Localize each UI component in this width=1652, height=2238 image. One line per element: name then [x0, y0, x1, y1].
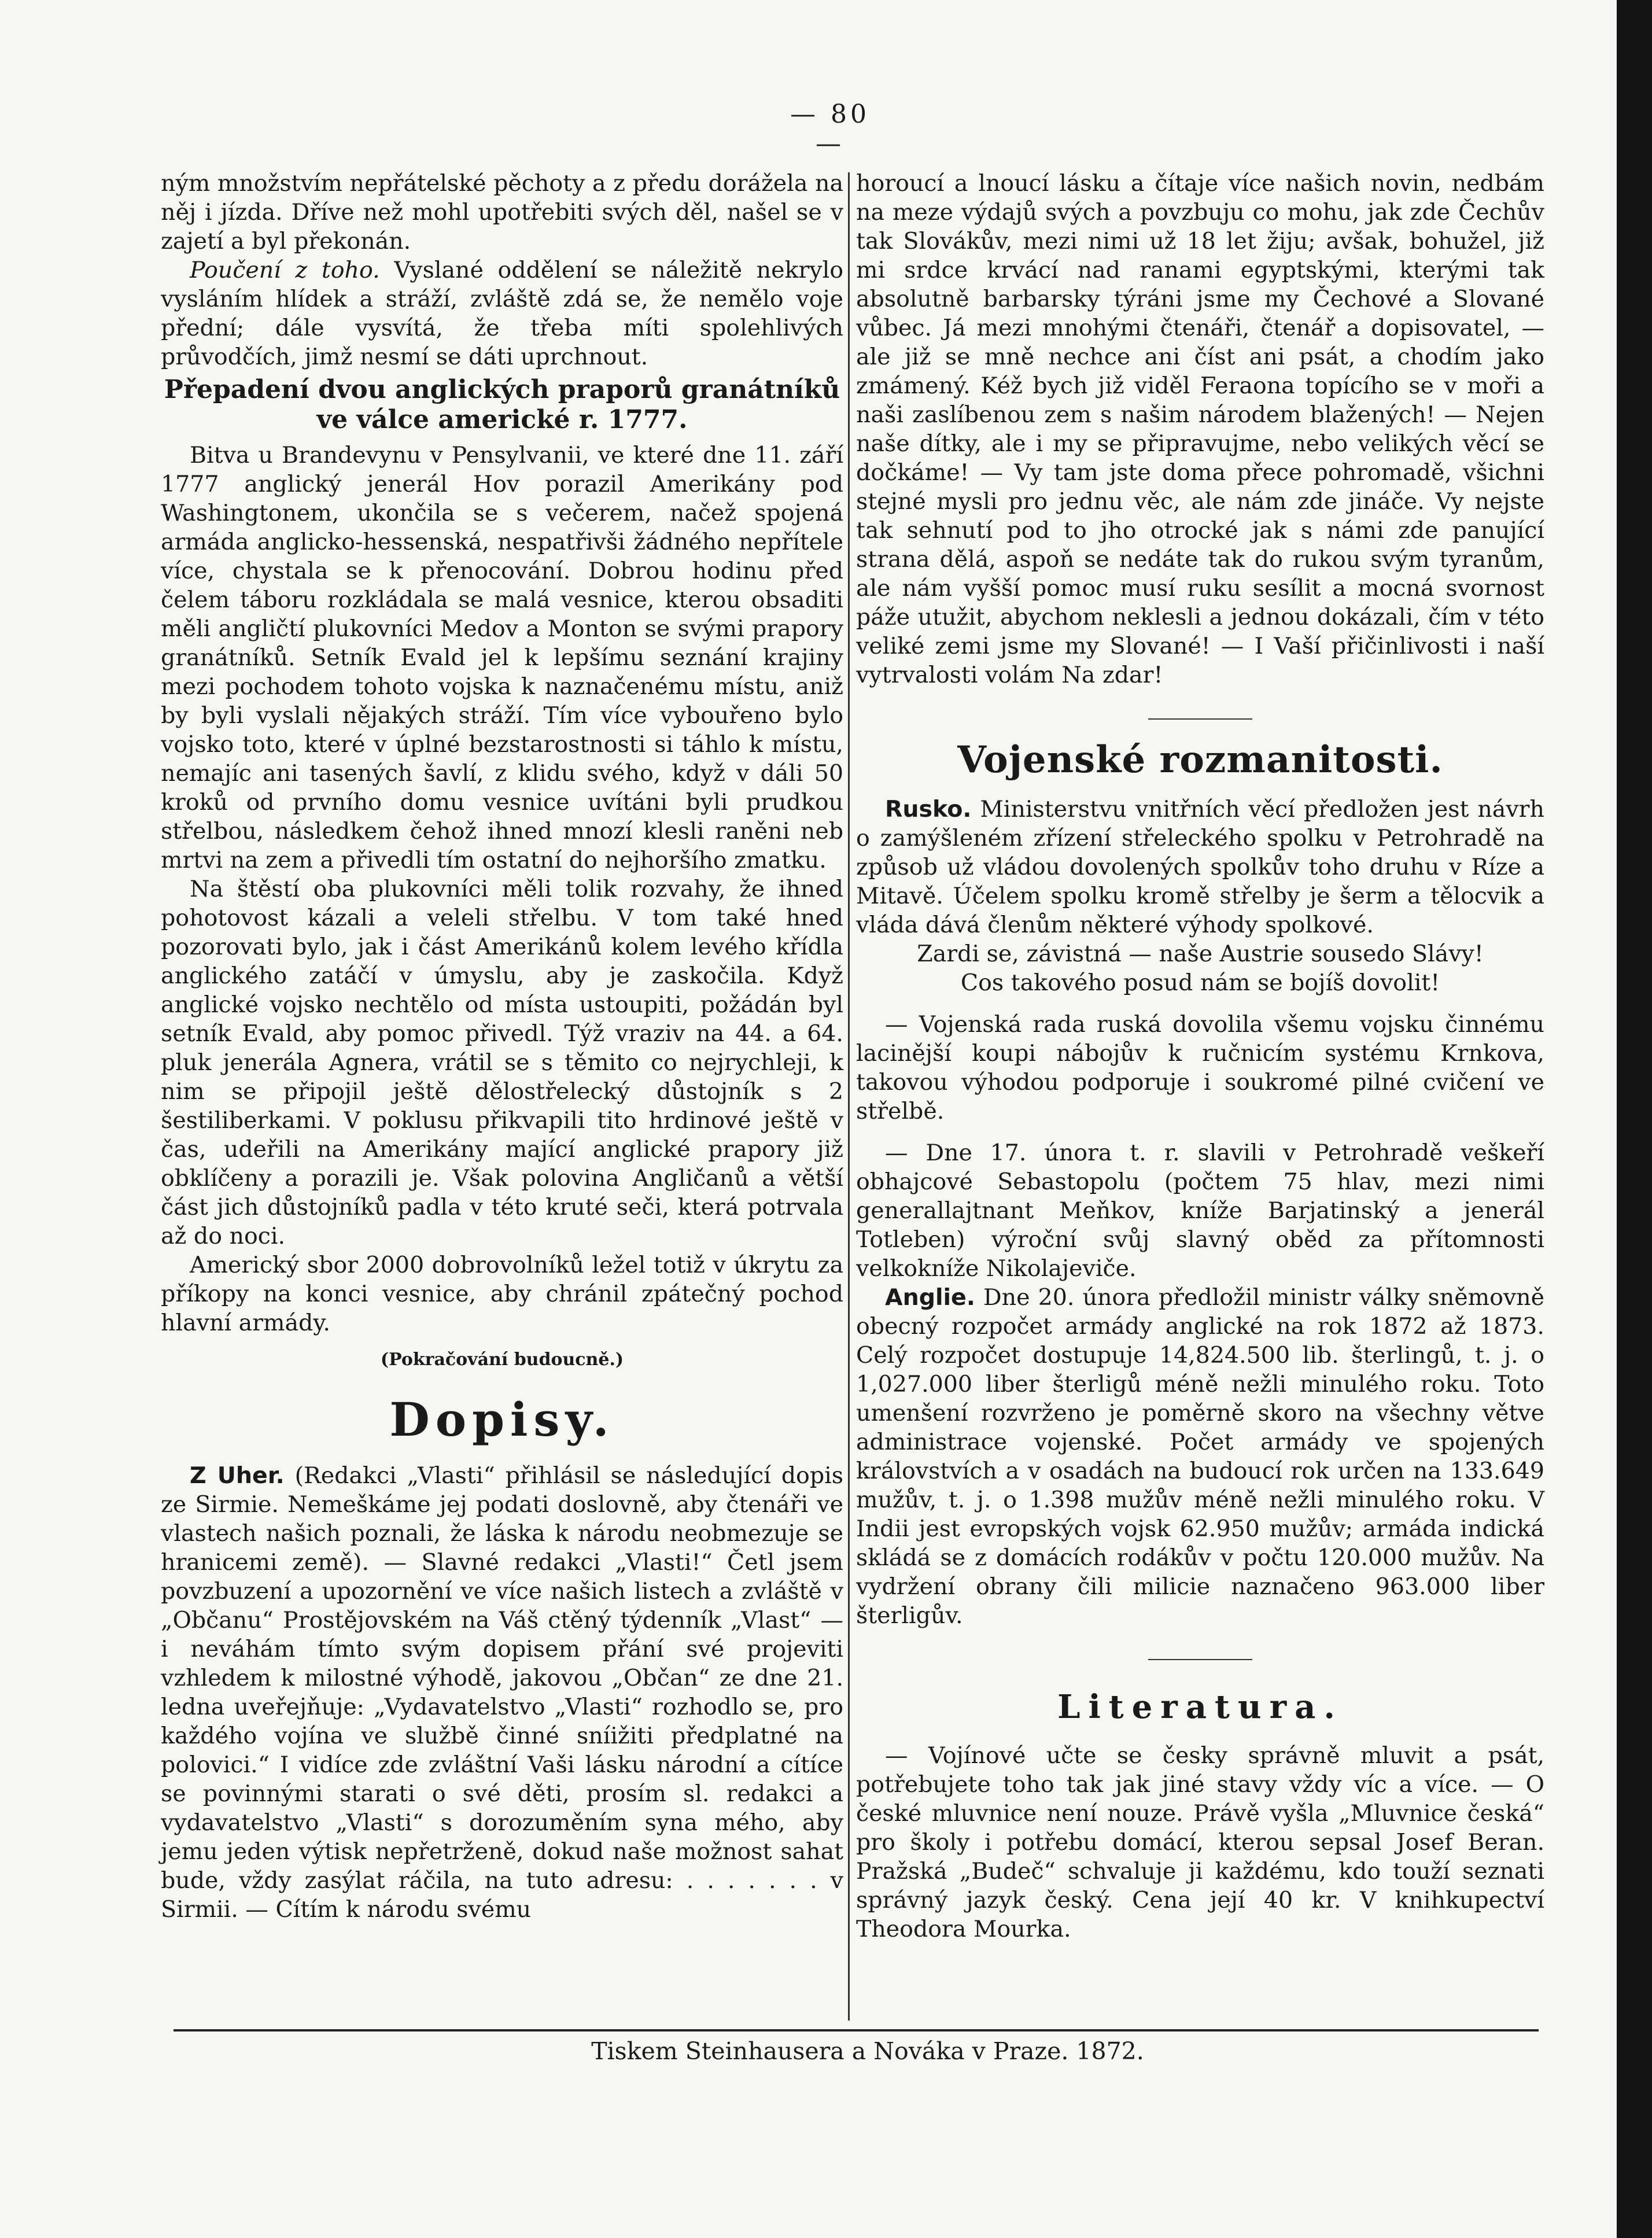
paragraph-lead: Rusko. [885, 796, 972, 823]
paragraph: — Vojínové učte se česky správně mluvit a psát, potřebujete toho tak jak jiné stavy vždy víc a více. — O české mluvnice není nouze. Právě vyšla „Mluvnice česká“ pro školy i potřebu domácí, kterou sepsal Josef Beran. Pražská „Budeč“ schvaluje ji každému, kdo touží seznati správný jazyk český. Cena její 40 kr. V knihkupectví Theodora Mourka. [856, 1742, 1544, 1942]
scan-edge [1617, 0, 1652, 2238]
section-heading-dopisy: Dopisy. [389, 1392, 615, 1447]
paragraph: Americký sbor 2000 dobrovolníků ležel totiž v úkrytu za příkopy na konci vesnice, aby chránil zpátečný pochod hlavní armády. [161, 1252, 843, 1336]
paragraph [161, 256, 843, 371]
left-column [161, 169, 843, 1924]
separator [1148, 1659, 1252, 1660]
paragraph-text: Ministerstvu vnitřních věcí předložen jest návrh o zamýšleném zřízení střeleckého spolku v Petrohradě na způsob už vládou dovolených spolkův toho druhu v Ríze a Mitavě. Účelem spolku kromě střelby je šerm a tělocvik a vláda dává členům některé výhody spolkové. [856, 796, 1544, 938]
paragraph-text: (Redakci „Vlasti“ přihlásil se následující dopis ze Sirmie. Nemeškáme jej podati doslovně, aby čtenáři ve vlastech našich poznali, že láska k národu neobmezuje se hranicemi země). — Slavné redakci „Vlasti!“ Četl jsem povzbuzení a upozornění ve více našich listech a zvláště v „Občanu“ Prostějovském na Váš ctěný týdenník „Vlast“ — i neváhám tímto svým dopisem přání své projeviti vzhledem k milostné výhodě, jakovou „Občan“ ze dne 21. ledna uveřejňuje: „Vydavatelstvo „Vlasti“ rozhodlo se, pro každého vojína ve službě činné sníižiti předplatné na polovici.“ I vidíce zde zvláštní Vaši lásku národní a cítíce se povinnými starati o své děti, prosím sl. redakci a vydavatelstvo „Vlasti“ s dorozuměním syna mého, aby jemu jeden výtisk nepřetrženě, dokud naše možnost sahat bude, vždy zasýlat ráčila, na tuto adresu: . . . . . . . v Sirmii. — Cítím k národu svému [161, 1462, 844, 1923]
paragraph: Bitva u Brandevynu v Pensylvanii, ve které dne 11. září 1777 anglický jenerál Hov porazil Amerikány pod Washingtonem, ukončila se s večerem, načež spojená armáda anglicko-hessenská, nespatřivši žádného nepřítele více, chystala se k přenocování. Dobrou hodinu před čelem táboru rozkládala se malá vesnice, kterou obsaditi měli angličtí plukovníci Medov a Monton se svými prapory granátníků. Setník Evald jel k lepšímu seznání krajiny mezi pochodem tohoto vojska k naznačenému místu, aniž by byli vyslali nějakých stráží. Tím více vybouřeno bylo vojsko toto, které v úplné bezstarostnosti si táhlo k místu, nemajíc ani tasených šavlí, z klidu svého, když v dáli 50 kroků od prvního domu vesnice uvítáni byli prudkou střelbou, následkem čehož ihned mnozí klesli raněni neb mrtvi na zem a přivedli tím ostatní do nejhoršího zmatku. [161, 442, 843, 873]
paragraph: Zardi se, závistná — naše Austrie sousedo Slávy! [917, 941, 1484, 967]
paragraph: Na štěstí oba plukovníci měli tolik rozvahy, že ihned pohotovost kázali a veleli střelbu. V tom také hned pozorovati bylo, jak i část Amerikánů kolem levého křídla anglického zatáčí v úmyslu, aby je zaskočila. Když anglické vojsko nechtělo od místa ustoupiti, požádán byl setník Evald, aby pomoc přivedl. Týž vraziv na 44. a 64. pluk jenerála Agnera, vrátil se s těmito co nejrychleji, k nim se připojil ještě dělostřelecký důstojník s 2 šestiliberkami. V poklusu přikvapili tito hrdinové ještě v čas, udeřili na Amerikány mající anglické prapory již obklíčeny a porazili je. Však polovina Angličanů a větší část jich důstojníků padla v této kruté seči, která potrvala až do noci. [161, 876, 843, 1249]
paragraph-lead: Z Uher. [190, 1462, 285, 1489]
paragraph: — Vojenská rada ruská dovolila všemu vojsku činnému lacinější koupi nábojův k ručnicím systému Krnkova, takovou výhodou podporuje i soukromé pilné cvičení ve střelbě. [856, 1011, 1544, 1124]
right-column [856, 169, 1544, 1944]
page-number: — 80 — [790, 99, 870, 158]
printer-footer: Tiskem Steinhausera a Nováka v Praze. 1872. [591, 2037, 1144, 2065]
paragraph: horoucí a lnoucí lásku a čítaje více našich novin, nedbám na meze výdajů svých a povzbuju co mohu, jak zde Čechův tak Slovákův, mezi nimi už 18 let žiju; avšak, bohužel, již mi srdce krvácí nad ranami egyptskými, kterými tak absolutně barbarsky týráni jsme my Čechové a Slované vůbec. Já mezi mnohými čtenáři, čtenář a dopisovatel, — ale již se mně nechce ani číst ani psát, a chodím jako zmámený. Kéž bych již viděl Feraona topícího se v moři a naši zaslíbenou zem s našim národem blažených! — Nejen naše dítky, ale i my se připravujme, nebo velikých věcí se dočkáme! — Vy tam jste doma přece pohromadě, všichni stejné mysli pro jednu věc, ale nám zde jináče. Vy nejste tak sehnutí pod to jho otrocké jak s námi zde panující strana dělá, aspoň se nedáte tak do rukou svým tyranům, ale nám vyšší pomoc musí ruku sesílit a mocná svornost páže utužit, abychom neklesli a jednou dokázali, čím v této veliké zemi jsme my Slované! — I Vaší přičinlivosti i naší vytrvalosti volám Na zdar! [856, 170, 1544, 688]
section-heading-vojenske: Vojenské rozmanitosti. [957, 738, 1443, 781]
paragraph: ným množstvím nepřátelské pěchoty a z předu dorážela na něj i jízda. Dříve než mohl upotřebiti svých děl, našel se v zajetí a byl překonán. [161, 170, 843, 255]
column-divider [848, 172, 850, 2021]
paragraph-text: Dne 20. února předložil ministr války sněmovně obecný rozpočet armády anglické na rok 1872 až 1873. Celý rozpočet dostupuje 14,824.500 lib. šterlingů, t. j. o 1,027.000 liber šterligů méně nežli minulého roku. Toto umenšení rozvrženo je poměrně skoro na všechny větve administrace vojenské. Počet armády ve spojených královstvích a v osadách na budoucí rok určen na 133.649 mužův, t. j. o 1.398 mužův méně nežli minulého roku. V Indii jest evropských vojsk 62.950 mužův; armáda indická skládá se z domácích rodákův v počtu 120.000 mužův. Na vydržení obrany čili milicie naznačeno 963.000 liber šterligův. [856, 1284, 1544, 1629]
paragraph-lead: Anglie. [885, 1284, 975, 1311]
separator [1148, 718, 1252, 720]
paragraph [161, 1461, 843, 1924]
paragraph [856, 795, 1544, 939]
paragraph [856, 1283, 1544, 1630]
section-heading-literatura: Literatura. [1057, 1688, 1343, 1726]
article-heading: Přepadení dvou anglických praporů granátníků ve válce americké r. 1777. [164, 375, 840, 434]
paragraph-lead: Poučení z toho. [190, 257, 380, 283]
footer-rule [174, 2029, 1539, 2031]
paragraph: — Dne 17. února t. r. slavili v Petrohradě veškeří obhajcové Sebastopolu (počtem 75 hlav, mezi nimi generallajtnant Meňkov, kníže Barjatinský a jenerál Totleben) výroční svůj slavný oběd za přítomnosti velkokníže Nikolajeviče. [856, 1140, 1544, 1282]
continuation-note: (Pokračování budoucně.) [380, 1350, 624, 1370]
paragraph: Cos takového posud nám se bojíš dovolit! [960, 969, 1440, 996]
paragraph-text: Vyslané oddělení se náležitě nekrylo vysláním hlídek a stráží, zvláště zdá se, že nemělo voje přední; dále vysvítá, že třeba míti spolehlivých průvodčích, jimž nesmí se dáti uprchnout. [161, 257, 843, 370]
